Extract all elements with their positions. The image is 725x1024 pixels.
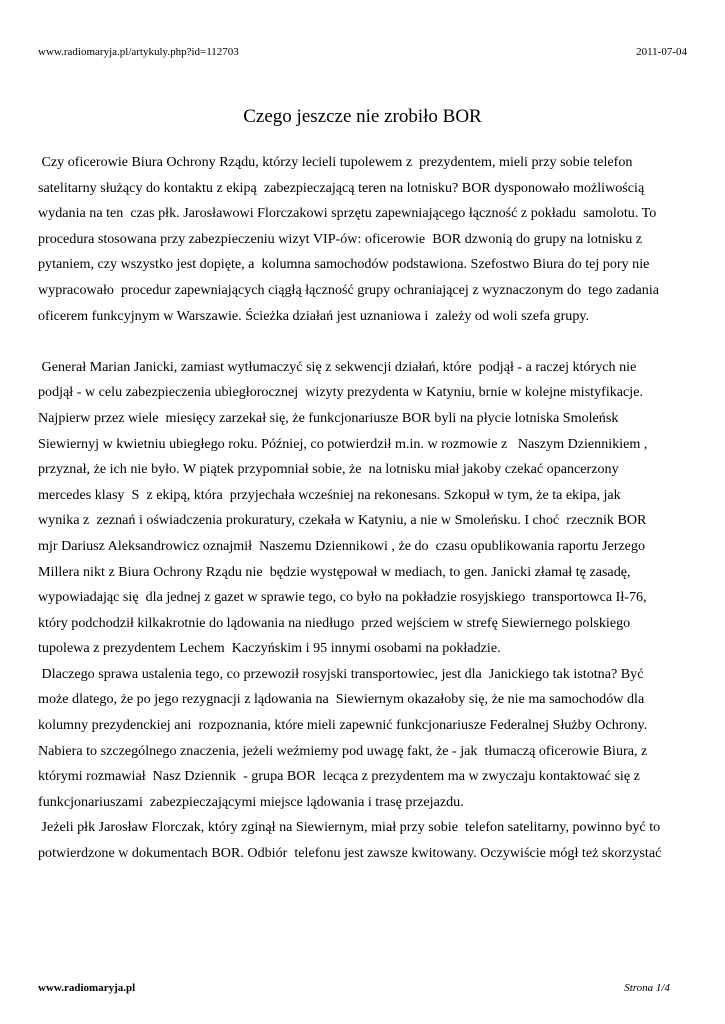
footer-site: www.radiomaryja.pl xyxy=(38,982,136,994)
article-body xyxy=(38,153,688,870)
paragraph-1-line: satelitarny służący do kontaktu z ekipą zabezpieczającą teren na lotnisku? BOR dysponowało możliwością xyxy=(38,179,645,196)
paragraph-1-line: wypracowało procedur zapewniających ciągłą łączność grupy ochraniającej z wyznaczonym do tego zadania xyxy=(38,281,659,298)
header-url: www.radiomaryja.pl/artykuly.php?id=112703 xyxy=(38,46,239,58)
paragraph-2-line: który podchodził kilkakrotnie do lądowania na niedługo przed wejściem w strefę Siewiernego polskiego xyxy=(38,614,631,631)
paragraph-3-line: kolumny prezydenckiej ani rozpoznania, które mieli zapewnić funkcjonariusze Federalnej Służby Ochrony. xyxy=(38,717,648,734)
paragraph-2-line: Generał Marian Janicki, zamiast wytłumaczyć się z sekwencji działań, które podjął - a raczej których nie xyxy=(38,358,637,375)
paragraph-gap xyxy=(38,332,688,358)
paragraph-2-line: wypowiadając się dla jednej z gazet w sprawie tego, co było na pokładzie rosyjskiego transportowca Ił-76, xyxy=(38,589,647,606)
paragraph-1-line: oficerem funkcyjnym w Warszawie. Ścieżka działań jest uznaniowa i zależy od woli szefa grupy. xyxy=(38,307,590,324)
paragraph-1-line: Czy oficerowie Biura Ochrony Rządu, którzy lecieli tupolewem z prezydentem, mieli przy sobie telefon xyxy=(38,154,633,170)
paragraph-2-line: mjr Dariusz Aleksandrowicz oznajmił Naszemu Dziennikowi , że do czasu opublikowania raportu Jerzego xyxy=(38,537,646,554)
paragraph-3-line: Nabiera to szczególnego znaczenia, jeżeli weźmiemy pod uwagę fakt, że - jak tłumaczą oficerowie Biura, z xyxy=(38,742,648,759)
paragraph-1-line: pytaniem, czy wszystko jest dopięte, a kolumna samochodów podstawiona. Szefostwo Biura do tej pory nie xyxy=(38,256,650,273)
paragraph-2-line: wynika z zeznań i oświadczenia prokuratury, czekała w Katyniu, a nie w Smoleńsku. I choć rzecznik BOR xyxy=(38,512,647,529)
paragraph-2-line: Millera nikt z Biura Ochrony Rządu nie będzie występował w mediach, to gen. Janicki złamał tę zasadę, xyxy=(38,563,631,580)
paragraph-3-line: może dlatego, że po jego rezygnacji z lądowania na Siewiernym okazałoby się, że nie ma samochodów dla xyxy=(38,691,645,708)
header-date: 2011-07-04 xyxy=(636,46,687,58)
paragraph-4-line: potwierdzone w dokumentach BOR. Odbiór telefonu jest zawsze kwitowany. Oczywiście mógł też skorzystać xyxy=(38,845,662,862)
paragraph-4-line: Jeżeli płk Jarosław Florczak, który zginął na Siewiernym, miał przy sobie telefon satelitarny, powinno być to xyxy=(38,819,661,836)
paragraph-3-line: którymi rozmawiał Nasz Dziennik - grupa BOR lecąca z prezydentem ma w zwyczaju kontaktować się z xyxy=(38,768,640,785)
paragraph-2-line: przyznał, że ich nie było. W piątek przypomniał sobie, że na lotnisku miał jakoby czekać opancerzony xyxy=(38,461,619,478)
paragraph-2-line: Siewiernyj w kwietniu ubiegłego roku. Później, co potwierdził m.in. w rozmowie z Naszym Dziennikiem , xyxy=(38,435,648,452)
paragraph-1-line: procedura stosowana przy zabezpieczeniu wizyt VIP-ów: oficerowie BOR dzwonią do grupy na lotnisku z xyxy=(38,230,643,247)
paragraph-2-line: podjął - w celu zabezpieczenia ubiegłorocznej wizyty prezydenta w Katyniu, brnie w kolejne mistyfikacje. xyxy=(38,384,644,401)
paragraph-3-line: Dlaczego sprawa ustalenia tego, co przewoził rosyjski transportowiec, jest dla Janickiego tak istotna? Być xyxy=(38,665,644,682)
paragraph-2-line: mercedes klasy S z ekipą, która przyjechała wcześniej na rekonesans. Szkopuł w tym, że ta ekipa, jak xyxy=(38,486,621,503)
paragraph-3-line: funkcjonariuszami zabezpieczającymi miejsce lądowania i trasę przejazdu. xyxy=(38,793,464,810)
paragraph-2-line: Najpierw przez wiele miesięcy zarzekał się, że funkcjonariusze BOR byli na płycie lotniska Smoleńsk xyxy=(38,409,619,426)
paragraph-2-line: tupolewa z prezydentem Lechem Kaczyńskim i 95 innymi osobami na pokładzie. xyxy=(38,640,501,657)
article-title: Czego jeszcze nie zrobiło BOR xyxy=(243,106,482,127)
paragraph-1-line: wydania na ten czas płk. Jarosławowi Florczakowi sprzętu zapewniającego łączność z pokładu samolotu. To xyxy=(38,205,657,222)
footer-page-number: Strona 1/4 xyxy=(624,982,670,994)
